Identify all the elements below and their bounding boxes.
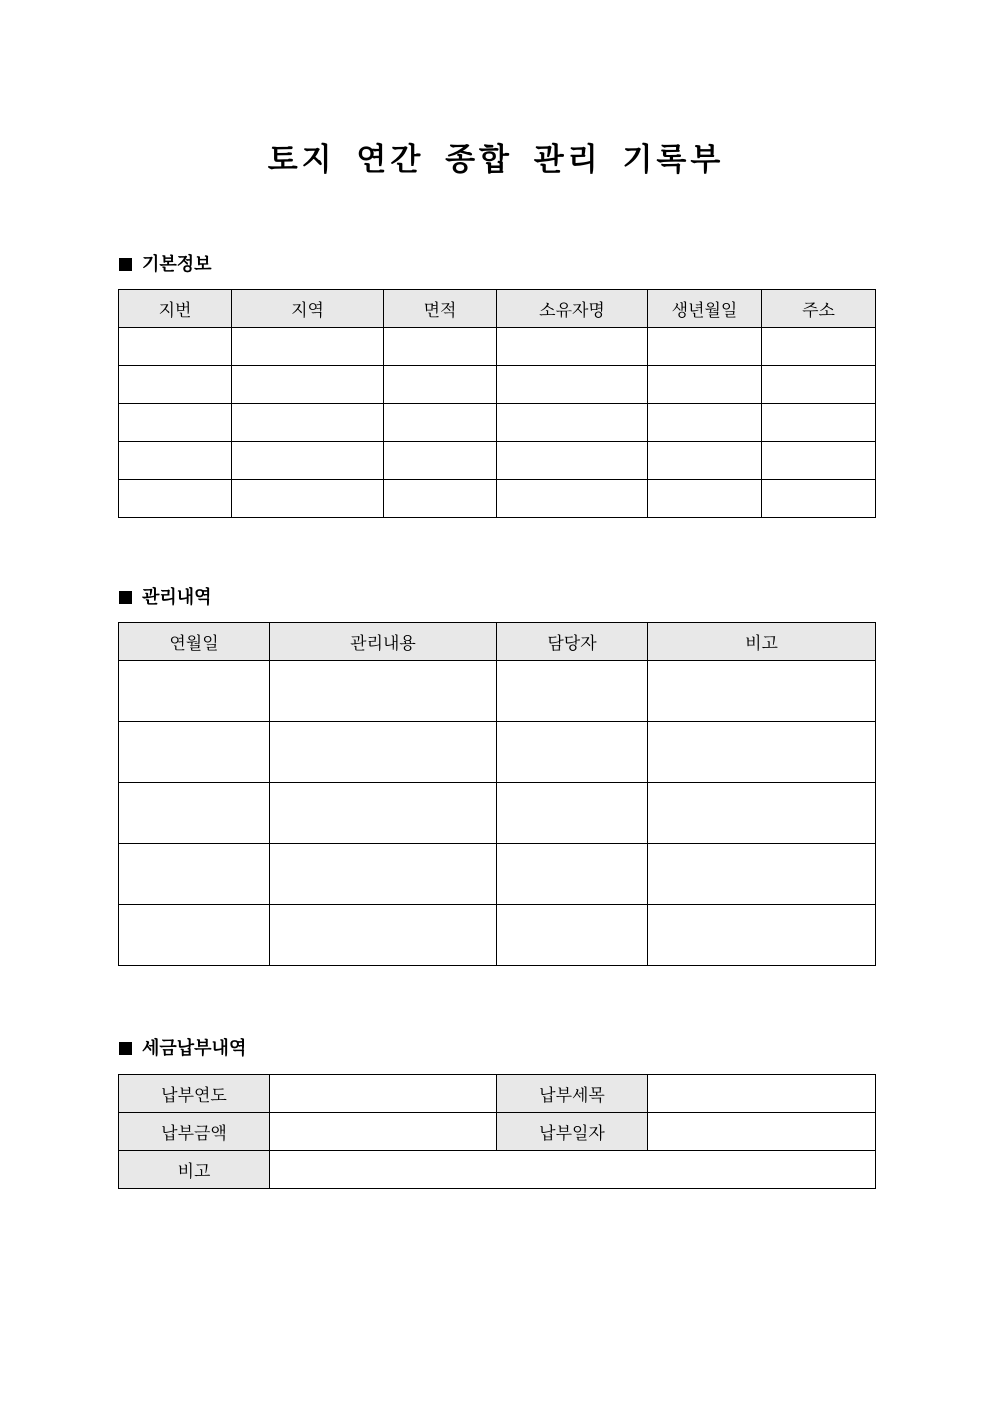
region-cell[interactable] (232, 366, 384, 404)
remarks-cell[interactable] (648, 722, 876, 783)
area-cell[interactable] (384, 328, 497, 366)
remarks-label: 비고 (119, 1151, 270, 1189)
management-details-cell[interactable] (270, 722, 497, 783)
square-bullet-icon (119, 1042, 132, 1055)
management-header-row (119, 623, 876, 661)
owner-name-cell[interactable] (497, 442, 648, 480)
region-cell[interactable] (232, 442, 384, 480)
col-header-lot-number: 지번 (119, 290, 232, 328)
birth-date-cell[interactable] (648, 480, 762, 518)
section-basic-info-heading (119, 253, 212, 277)
management-details-cell[interactable] (270, 905, 497, 966)
payment-amount-label: 납부금액 (119, 1113, 270, 1151)
area-cell[interactable] (384, 480, 497, 518)
area-cell[interactable] (384, 366, 497, 404)
owner-name-cell[interactable] (497, 480, 648, 518)
birth-date-cell[interactable] (648, 404, 762, 442)
table-row (119, 1113, 876, 1151)
address-cell[interactable] (762, 480, 876, 518)
col-header-birth-date: 생년월일 (648, 290, 762, 328)
area-cell[interactable] (384, 404, 497, 442)
payment-year-label: 납부연도 (119, 1075, 270, 1113)
payment-year-field[interactable] (270, 1075, 497, 1113)
table-row (119, 442, 876, 480)
payment-date-field[interactable] (648, 1113, 876, 1151)
remarks-cell[interactable] (648, 844, 876, 905)
management-table (118, 622, 876, 966)
address-cell[interactable] (762, 366, 876, 404)
table-row (119, 480, 876, 518)
remarks-cell[interactable] (648, 783, 876, 844)
birth-date-cell[interactable] (648, 366, 762, 404)
address-cell[interactable] (762, 404, 876, 442)
basic-info-header-row (119, 290, 876, 328)
tax-payment-table (118, 1074, 876, 1189)
date-cell[interactable] (119, 722, 270, 783)
date-cell[interactable] (119, 844, 270, 905)
person-in-charge-cell[interactable] (497, 844, 648, 905)
col-header-address: 주소 (762, 290, 876, 328)
col-header-remarks: 비고 (648, 623, 876, 661)
person-in-charge-cell[interactable] (497, 905, 648, 966)
table-row (119, 722, 876, 783)
remarks-cell[interactable] (648, 661, 876, 722)
birth-date-cell[interactable] (648, 328, 762, 366)
region-cell[interactable] (232, 480, 384, 518)
owner-name-cell[interactable] (497, 328, 648, 366)
payment-amount-field[interactable] (270, 1113, 497, 1151)
table-row (119, 1075, 876, 1113)
management-details-cell[interactable] (270, 844, 497, 905)
date-cell[interactable] (119, 783, 270, 844)
area-cell[interactable] (384, 442, 497, 480)
square-bullet-icon (119, 258, 132, 271)
section-basic-info-label: 기본정보 (142, 254, 212, 275)
section-tax-payment-heading (119, 1037, 246, 1061)
remarks-cell[interactable] (648, 905, 876, 966)
col-header-management-details: 관리내용 (270, 623, 497, 661)
person-in-charge-cell[interactable] (497, 722, 648, 783)
col-header-region: 지역 (232, 290, 384, 328)
tax-item-label: 납부세목 (497, 1075, 648, 1113)
person-in-charge-cell[interactable] (497, 783, 648, 844)
lot-number-cell[interactable] (119, 442, 232, 480)
table-row (119, 1151, 876, 1189)
table-row (119, 844, 876, 905)
table-row (119, 661, 876, 722)
col-header-area: 면적 (384, 290, 497, 328)
date-cell[interactable] (119, 661, 270, 722)
lot-number-cell[interactable] (119, 328, 232, 366)
owner-name-cell[interactable] (497, 366, 648, 404)
lot-number-cell[interactable] (119, 366, 232, 404)
date-cell[interactable] (119, 905, 270, 966)
col-header-person-in-charge: 담당자 (497, 623, 648, 661)
management-details-cell[interactable] (270, 661, 497, 722)
lot-number-cell[interactable] (119, 404, 232, 442)
region-cell[interactable] (232, 404, 384, 442)
section-tax-payment-label: 세금납부내역 (142, 1038, 247, 1059)
address-cell[interactable] (762, 328, 876, 366)
col-header-owner-name: 소유자명 (497, 290, 648, 328)
payment-date-label: 납부일자 (497, 1113, 648, 1151)
birth-date-cell[interactable] (648, 442, 762, 480)
table-row (119, 905, 876, 966)
document-title: 토지 연간 종합 관리 기록부 (267, 142, 725, 178)
basic-info-table (118, 289, 876, 518)
address-cell[interactable] (762, 442, 876, 480)
table-row (119, 783, 876, 844)
person-in-charge-cell[interactable] (497, 661, 648, 722)
tax-item-field[interactable] (648, 1075, 876, 1113)
region-cell[interactable] (232, 328, 384, 366)
section-management-label: 관리내역 (142, 587, 212, 608)
remarks-field[interactable] (270, 1151, 876, 1189)
section-management-heading (119, 586, 212, 610)
management-details-cell[interactable] (270, 783, 497, 844)
table-row (119, 404, 876, 442)
col-header-date: 연월일 (119, 623, 270, 661)
table-row (119, 328, 876, 366)
table-row (119, 366, 876, 404)
owner-name-cell[interactable] (497, 404, 648, 442)
square-bullet-icon (119, 591, 132, 604)
lot-number-cell[interactable] (119, 480, 232, 518)
